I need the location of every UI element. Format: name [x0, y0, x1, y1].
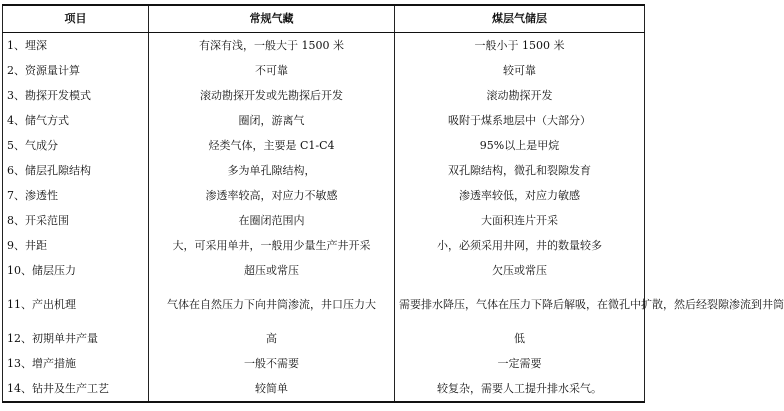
row-conventional: 烃类气体，主要是 C1-C4 [149, 133, 395, 158]
row-cbm: 小，必须采用井网，井的数量较多 [395, 233, 645, 258]
row-cbm: 渗透率较低，对应力敏感 [395, 183, 645, 208]
row-conventional: 多为单孔隙结构， [149, 158, 395, 183]
row-item: 6、储层孔隙结构 [3, 158, 149, 183]
table-row [3, 133, 645, 158]
header-item: 项目 [3, 5, 149, 33]
row-conventional: 在圈闭范围内 [149, 208, 395, 233]
row-item: 5、气成分 [3, 133, 149, 158]
row-cbm: 较可靠 [395, 58, 645, 83]
table-row [3, 351, 645, 376]
row-cbm: 一般小于 1500 米 [395, 33, 645, 59]
row-conventional: 滚动勘探开发或先勘探后开发 [149, 83, 395, 108]
table-row [3, 208, 645, 233]
row-conventional: 有深有浅，一般大于 1500 米 [149, 33, 395, 59]
row-conventional: 超压或常压 [149, 258, 395, 283]
table-row [3, 376, 645, 402]
comparison-table [2, 4, 784, 403]
row-item: 7、渗透性 [3, 183, 149, 208]
row-item: 9、井距 [3, 233, 149, 258]
row-cbm: 滚动勘探开发 [395, 83, 645, 108]
row-conventional: 圈闭，游离气 [149, 108, 395, 133]
row-item: 10、储层压力 [3, 258, 149, 283]
row-item: 3、勘探开发模式 [3, 83, 149, 108]
table-row [3, 326, 645, 351]
row-cbm: 低 [395, 326, 645, 351]
row-item: 11、产出机理 [3, 283, 149, 326]
table-row [3, 233, 645, 258]
row-cbm: 欠压或常压 [395, 258, 645, 283]
table-row [3, 108, 645, 133]
table-row [3, 183, 645, 208]
row-cbm: 需要排水降压，气体在压力下降后解吸，在微孔中扩散，然后经裂隙渗流到井筒 [395, 283, 645, 326]
row-cbm: 95%以上是甲烷 [395, 133, 645, 158]
table-row [3, 83, 645, 108]
row-item: 12、初期单井产量 [3, 326, 149, 351]
row-item: 14、钻井及生产工艺 [3, 376, 149, 402]
row-cbm: 双孔隙结构，微孔和裂隙发育 [395, 158, 645, 183]
row-conventional: 不可靠 [149, 58, 395, 83]
table-row [3, 283, 645, 326]
row-conventional: 较简单 [149, 376, 395, 402]
row-cbm: 大面积连片开采 [395, 208, 645, 233]
row-item: 1、埋深 [3, 33, 149, 59]
row-conventional: 高 [149, 326, 395, 351]
row-item: 2、资源量计算 [3, 58, 149, 83]
row-item: 13、增产措施 [3, 351, 149, 376]
row-item: 4、储气方式 [3, 108, 149, 133]
row-cbm: 吸附于煤系地层中（大部分） [395, 108, 645, 133]
row-conventional: 一般不需要 [149, 351, 395, 376]
table-row [3, 58, 645, 83]
row-item: 8、开采范围 [3, 208, 149, 233]
row-cbm: 较复杂，需要人工提升排水采气。 [395, 376, 645, 402]
row-conventional: 渗透率较高，对应力不敏感 [149, 183, 395, 208]
table-row [3, 258, 645, 283]
header-cbm: 煤层气储层 [395, 5, 645, 33]
table-row [3, 33, 645, 59]
row-conventional: 气体在自然压力下向井筒渗流，井口压力大 [149, 283, 395, 326]
row-cbm: 一定需要 [395, 351, 645, 376]
header-row [3, 5, 645, 33]
table-row [3, 158, 645, 183]
header-conventional: 常规气藏 [149, 5, 395, 33]
row-conventional: 大，可采用单井，一般用少量生产井开采 [149, 233, 395, 258]
